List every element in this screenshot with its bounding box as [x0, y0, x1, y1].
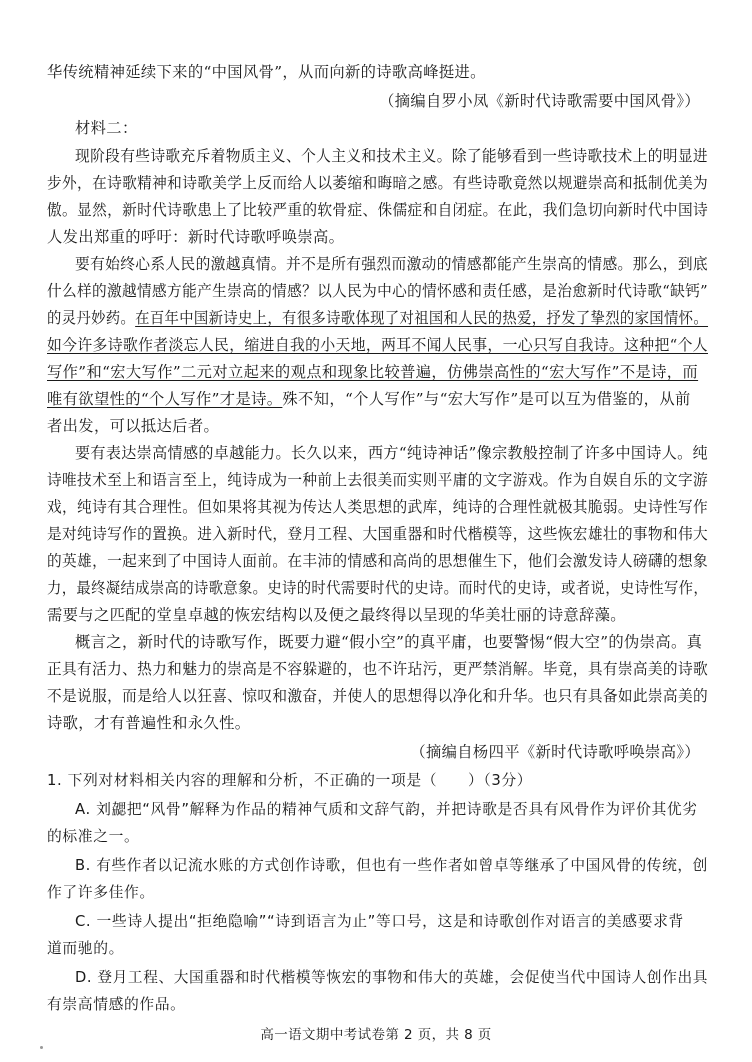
underlined-text: 写作”和“宏大写作”二元对立起来的观点和现象比较普遍，仿佛崇高性的“宏大写作”不是诗，而: [47, 363, 699, 381]
option-a-cont: 的标准之一。: [47, 828, 140, 845]
continuation-line: 华传统精神延续下来的“中国风骨”，从而向新的诗歌高峰挺进。: [47, 63, 486, 81]
paragraph-line: 正具有活力、热力和魅力的崇高是不容躲避的，也不许玷污，更严禁消解。毕竟，具有崇高美的诗歌: [47, 660, 708, 678]
paragraph-line: 要有始终心系人民的激越真情。并不是所有强烈而激动的情感都能产生崇高的情感。那么，到底: [75, 255, 708, 273]
paragraph-line: 是对纯诗写作的置换。进入新时代，登月工程、大国重器和时代楷模等，这些恢宏雄壮的事物和伟大: [47, 525, 708, 543]
paragraph-line: 需要与之匹配的堂皇卓越的恢宏结构以及便之最终得以呈现的华美壮丽的诗意辞藻。: [47, 606, 626, 624]
question-stem: 1. 下列对材料相关内容的理解和分析，不正确的一项是（ ）（3分）: [47, 772, 533, 789]
paragraph-line: 的英雄，一起来到了中国诗人面前。在丰沛的情感和高尚的思想催生下，他们会激发诗人磅礴的想象: [47, 552, 708, 570]
paragraph-line: 唯有欲望性的“个人写作”才是诗。殊不知，“个人写作”与“宏大写作”是可以互为借鉴的，从前: [47, 390, 691, 408]
scan-dot: [40, 1046, 43, 1049]
paragraph-line: 概言之，新时代的诗歌写作，既要力避“假小空”的真平庸，也要警惕“假大空”的伪崇高。真: [75, 633, 703, 651]
material-heading: 材料二：: [75, 119, 138, 137]
option-b: B. 有些作者以记流水账的方式创作诗歌，但也有一些作者如曾卓等继承了中国风骨的传统，创: [75, 857, 708, 874]
option-b-cont: 作了许多佳作。: [47, 884, 155, 901]
paragraph-line: 傲。显然，新时代诗歌患上了比较严重的软骨症、侏儒症和自闭症。在此，我们急切向新时代中国诗: [47, 201, 708, 219]
paragraph-line: 戏，纯诗有其合理性。但如果将其视为传达人类思想的武库，纯诗的合理性就极其脆弱。史诗性写作: [47, 498, 708, 516]
page-footer: 高一语文期中考试卷第 2 页，共 8 页: [260, 1027, 492, 1043]
paragraph-line: 现阶段有些诗歌充斥着物质主义、个人主义和技术主义。除了能够看到一些诗歌技术上的明显进: [75, 147, 708, 165]
underlined-text: 在百年中国新诗史上，有很多诗歌体现了对祖国和人民的热爱，抒发了挚烈的家国情怀。: [135, 309, 709, 327]
option-d: D. 登月工程、大国重器和时代楷模等恢宏的事物和伟大的英雄，会促使当代中国诗人创作出具: [75, 969, 708, 986]
paragraph-line: 者出发，可以抵达后者。: [47, 417, 220, 435]
source-citation-1: （摘编自罗小凤《新时代诗歌需要中国风骨》）: [379, 92, 700, 110]
paragraph-line: 不是说服，而是给人以狂喜、惊叹和激奋，并使人的思想得以净化和升华。也只有具备如此崇高美的: [47, 687, 708, 705]
paragraph-line: 人发出郑重的呼吁：新时代诗歌呼唤崇高。: [47, 228, 345, 246]
paragraph-line: 诗歌，才有普遍性和永久性。: [47, 714, 251, 732]
paragraph-line: 的灵丹妙药。在百年中国新诗史上，有很多诗歌体现了对祖国和人民的热爱，抒发了挚烈的家国情怀。: [47, 309, 709, 327]
paragraph-line: 要有表达崇高情感的卓越能力。长久以来，西方“纯诗神话”像宗教般控制了许多中国诗人。纯: [75, 444, 708, 462]
paragraph-line: 诗唯技术至上和语言至上，纯诗成为一种前上去很美而实则平庸的文字游戏。作为自娱自乐的文字游: [47, 471, 708, 489]
option-c: C. 一些诗人提出“拒绝隐喻”“诗到语言为止”等口号，这是和诗歌创作对语言的美感要求背: [75, 913, 684, 930]
paragraph-line: 什么样的激越情感方能产生崇高的情感？以人民为中心的情怀感和责任感，是治愈新时代诗歌“缺钙”: [47, 282, 708, 300]
option-a: A. 刘勰把“风骨”解释为作品的精神气质和文辞气韵，并把诗歌是否具有风骨作为评价其优劣: [75, 801, 698, 818]
source-citation-2: （摘编自杨四平《新时代诗歌呼唤崇高》）: [410, 743, 700, 761]
option-c-cont: 道而驰的。: [47, 940, 124, 957]
underlined-text: 唯有欲望性的“个人写作”才是诗。: [47, 390, 283, 408]
underlined-text: 如今许多诗歌作者淡忘人民，缩进自我的小天地，两耳不闻人民事，一心只写自我诗。这种把“个人: [47, 336, 708, 354]
option-d-cont: 有崇高情感的作品。: [47, 996, 186, 1013]
paragraph-line: 力，最终凝结成崇高的诗歌意象。史诗的时代需要时代的史诗。而时代的史诗，或者说，史诗性写作，: [47, 579, 709, 597]
paragraph-line: 步外，在诗歌精神和诗歌美学上反而给人以萎缩和晦暗之感。有些诗歌竟然以规避崇高和抵制优美为: [47, 174, 708, 192]
